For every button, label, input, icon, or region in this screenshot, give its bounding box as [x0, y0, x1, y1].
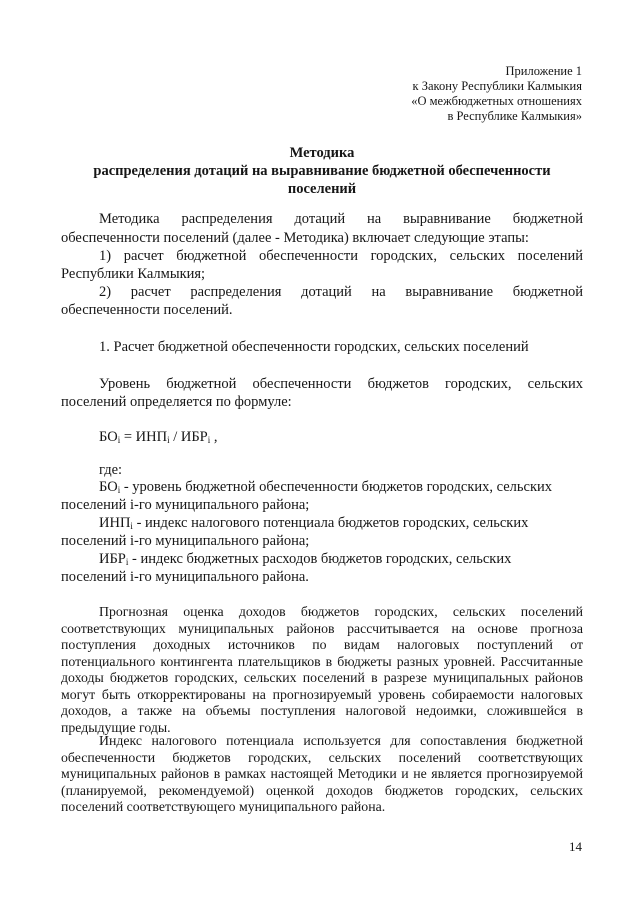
step-line: Республики Калмыкия;: [61, 266, 206, 282]
definition-line: $ИНП_i$ - индекс налогового потенциала бюджетов городских, сельских: [99, 515, 529, 531]
formula-bo: БО: [99, 429, 118, 445]
section-lead-line: поселений определяется по формуле:: [61, 394, 292, 410]
definition-line: $БО_i$ - уровень бюджетной обеспеченности бюджетов городских, сельских: [99, 479, 553, 495]
appendix-header: [411, 64, 582, 124]
appendix-line: Приложение 1: [505, 64, 582, 78]
step-line: обеспеченности поселений.: [61, 302, 233, 318]
definition-line: поселений i-го муниципального района;: [61, 497, 310, 513]
section-heading: 1. Расчет бюджетной обеспеченности городских, сельских поселений: [99, 339, 529, 355]
appendix-line: «О межбюджетных отношениях: [411, 94, 582, 108]
title-line: распределения дотаций на выравнивание бюджетной обеспеченности: [93, 163, 551, 179]
formula-ibr: / ИБР: [169, 429, 208, 445]
step-line: 1) расчет бюджетной обеспеченности городских, сельских поселений: [99, 248, 583, 264]
index-paragraph: Индекс налогового потенциала используется для сопоставления бюджетной обеспеченности бюджетов городских, сельских поселений соответствующих муниципальных районов в рамках настоящей Методики и не является прогнозируемой (планируемой, рекомендуемой) оценкой доходов бюджетов городских, сельских поселений соответствующего муниципального района.: [61, 733, 583, 814]
formula: $БО_i = ИНП_i / ИБР_i$ ,: [99, 429, 218, 445]
appendix-line: к Закону Республики Калмыкия: [412, 79, 582, 93]
forecast-paragraph: Прогнозная оценка доходов бюджетов городских, сельских поселений соответствующих муниципальных районов рассчитывается на основе прогноза поступления доходных источников по видам налоговых поступлений от потенциального контингента плательщиков в бюджеты разных уровней. Рассчитанные доходы бюджетов городских, сельских поселений в разрезе муниципальных районов могут быть откорректированы на прогнозируемый уровень собираемости налоговых доходов, а также на объемы поступления налоговой недоимки, сложившейся в предыдущие годы.: [61, 604, 583, 735]
document-title: [60, 144, 584, 198]
section-lead-line: Уровень бюджетной обеспеченности бюджетов городских, сельских: [99, 376, 583, 392]
title-line: Методика: [289, 145, 355, 161]
definition-line: поселений i-го муниципального района.: [61, 569, 309, 585]
step-line: 2) расчет распределения дотаций на выравнивание бюджетной: [99, 284, 583, 300]
where-label: где:: [99, 462, 123, 478]
intro-line: Методика распределения дотаций на выравнивание бюджетной: [99, 211, 583, 227]
intro-line: обеспеченности поселений (далее - Методика) включает следующие этапы:: [61, 230, 529, 246]
definition-line: $ИБР_i$ - индекс бюджетных расходов бюджетов городских, сельских: [99, 551, 512, 567]
definition-line: поселений i-го муниципального района;: [61, 533, 310, 549]
page-number: 14: [569, 839, 582, 854]
appendix-line: в Республике Калмыкия»: [447, 109, 582, 123]
title-line: поселений: [287, 181, 357, 197]
formula-inp: = ИНП: [120, 429, 168, 445]
